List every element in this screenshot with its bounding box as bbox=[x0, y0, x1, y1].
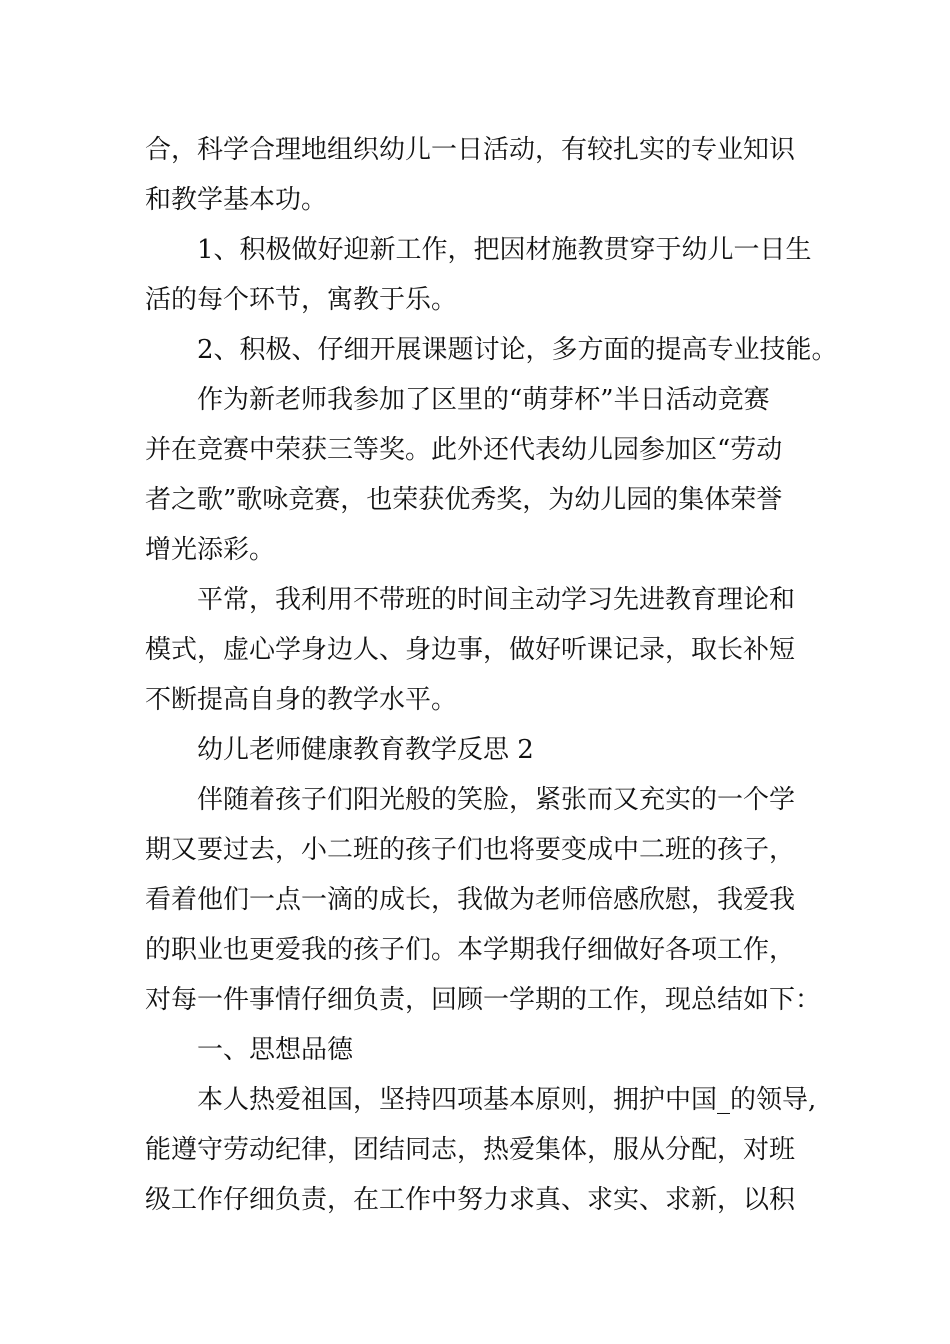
text-line: 对每一件事情仔细负责，回顾一学期的工作，现总结如下： bbox=[145, 985, 822, 1015]
text-line: 者之歌”歌咏竞赛，也荣获优秀奖，为幼儿园的集体荣誉 bbox=[145, 485, 783, 515]
text-line: 增光添彩。 bbox=[145, 535, 276, 565]
list-item-2: 2、积极、仔细开展课题讨论，多方面的提高专业技能。 bbox=[197, 335, 838, 365]
text-line: 的职业也更爱我的孩子们。本学期我仔细做好各项工作， bbox=[145, 935, 796, 965]
list-item-1: 1、积极做好迎新工作，把因材施教贯穿于幼儿一日生 bbox=[197, 235, 812, 265]
text-line: 期又要过去，小二班的孩子们也将要变成中二班的孩子， bbox=[145, 835, 796, 865]
subsection-heading: 一、思想品德 bbox=[197, 1035, 354, 1065]
text-line: 并在竞赛中荣获三等奖。此外还代表幼儿园参加区“劳动 bbox=[145, 435, 783, 465]
paragraph-start: 平常，我利用不带班的时间主动学习先进教育理论和 bbox=[197, 585, 796, 615]
text-line: 和教学基本功。 bbox=[145, 185, 328, 215]
paragraph-start: 作为新老师我参加了区里的“萌芽杯”半日活动竞赛 bbox=[197, 385, 770, 415]
paragraph-start: 本人热爱祖国，坚持四项基本原则，拥护中国_的领导, bbox=[197, 1085, 817, 1115]
text-line: 能遵守劳动纪律，团结同志，热爱集体，服从分配，对班 bbox=[145, 1135, 796, 1165]
paragraph-start: 伴随着孩子们阳光般的笑脸，紧张而又充实的一个学 bbox=[197, 785, 796, 815]
text-line: 合，科学合理地组织幼儿一日活动，有较扎实的专业知识 bbox=[145, 135, 796, 165]
text-line: 看着他们一点一滴的成长，我做为老师倍感欣慰，我爱我 bbox=[145, 885, 796, 915]
text-line: 模式，虚心学身边人、身边事，做好听课记录，取长补短 bbox=[145, 635, 796, 665]
section-title: 幼儿老师健康教育教学反思 2 bbox=[197, 735, 534, 765]
text-line: 不断提高自身的教学水平。 bbox=[145, 685, 458, 715]
text-line: 级工作仔细负责，在工作中努力求真、求实、求新，以积 bbox=[145, 1185, 796, 1215]
text-line: 活的每个环节，寓教于乐。 bbox=[145, 285, 458, 315]
